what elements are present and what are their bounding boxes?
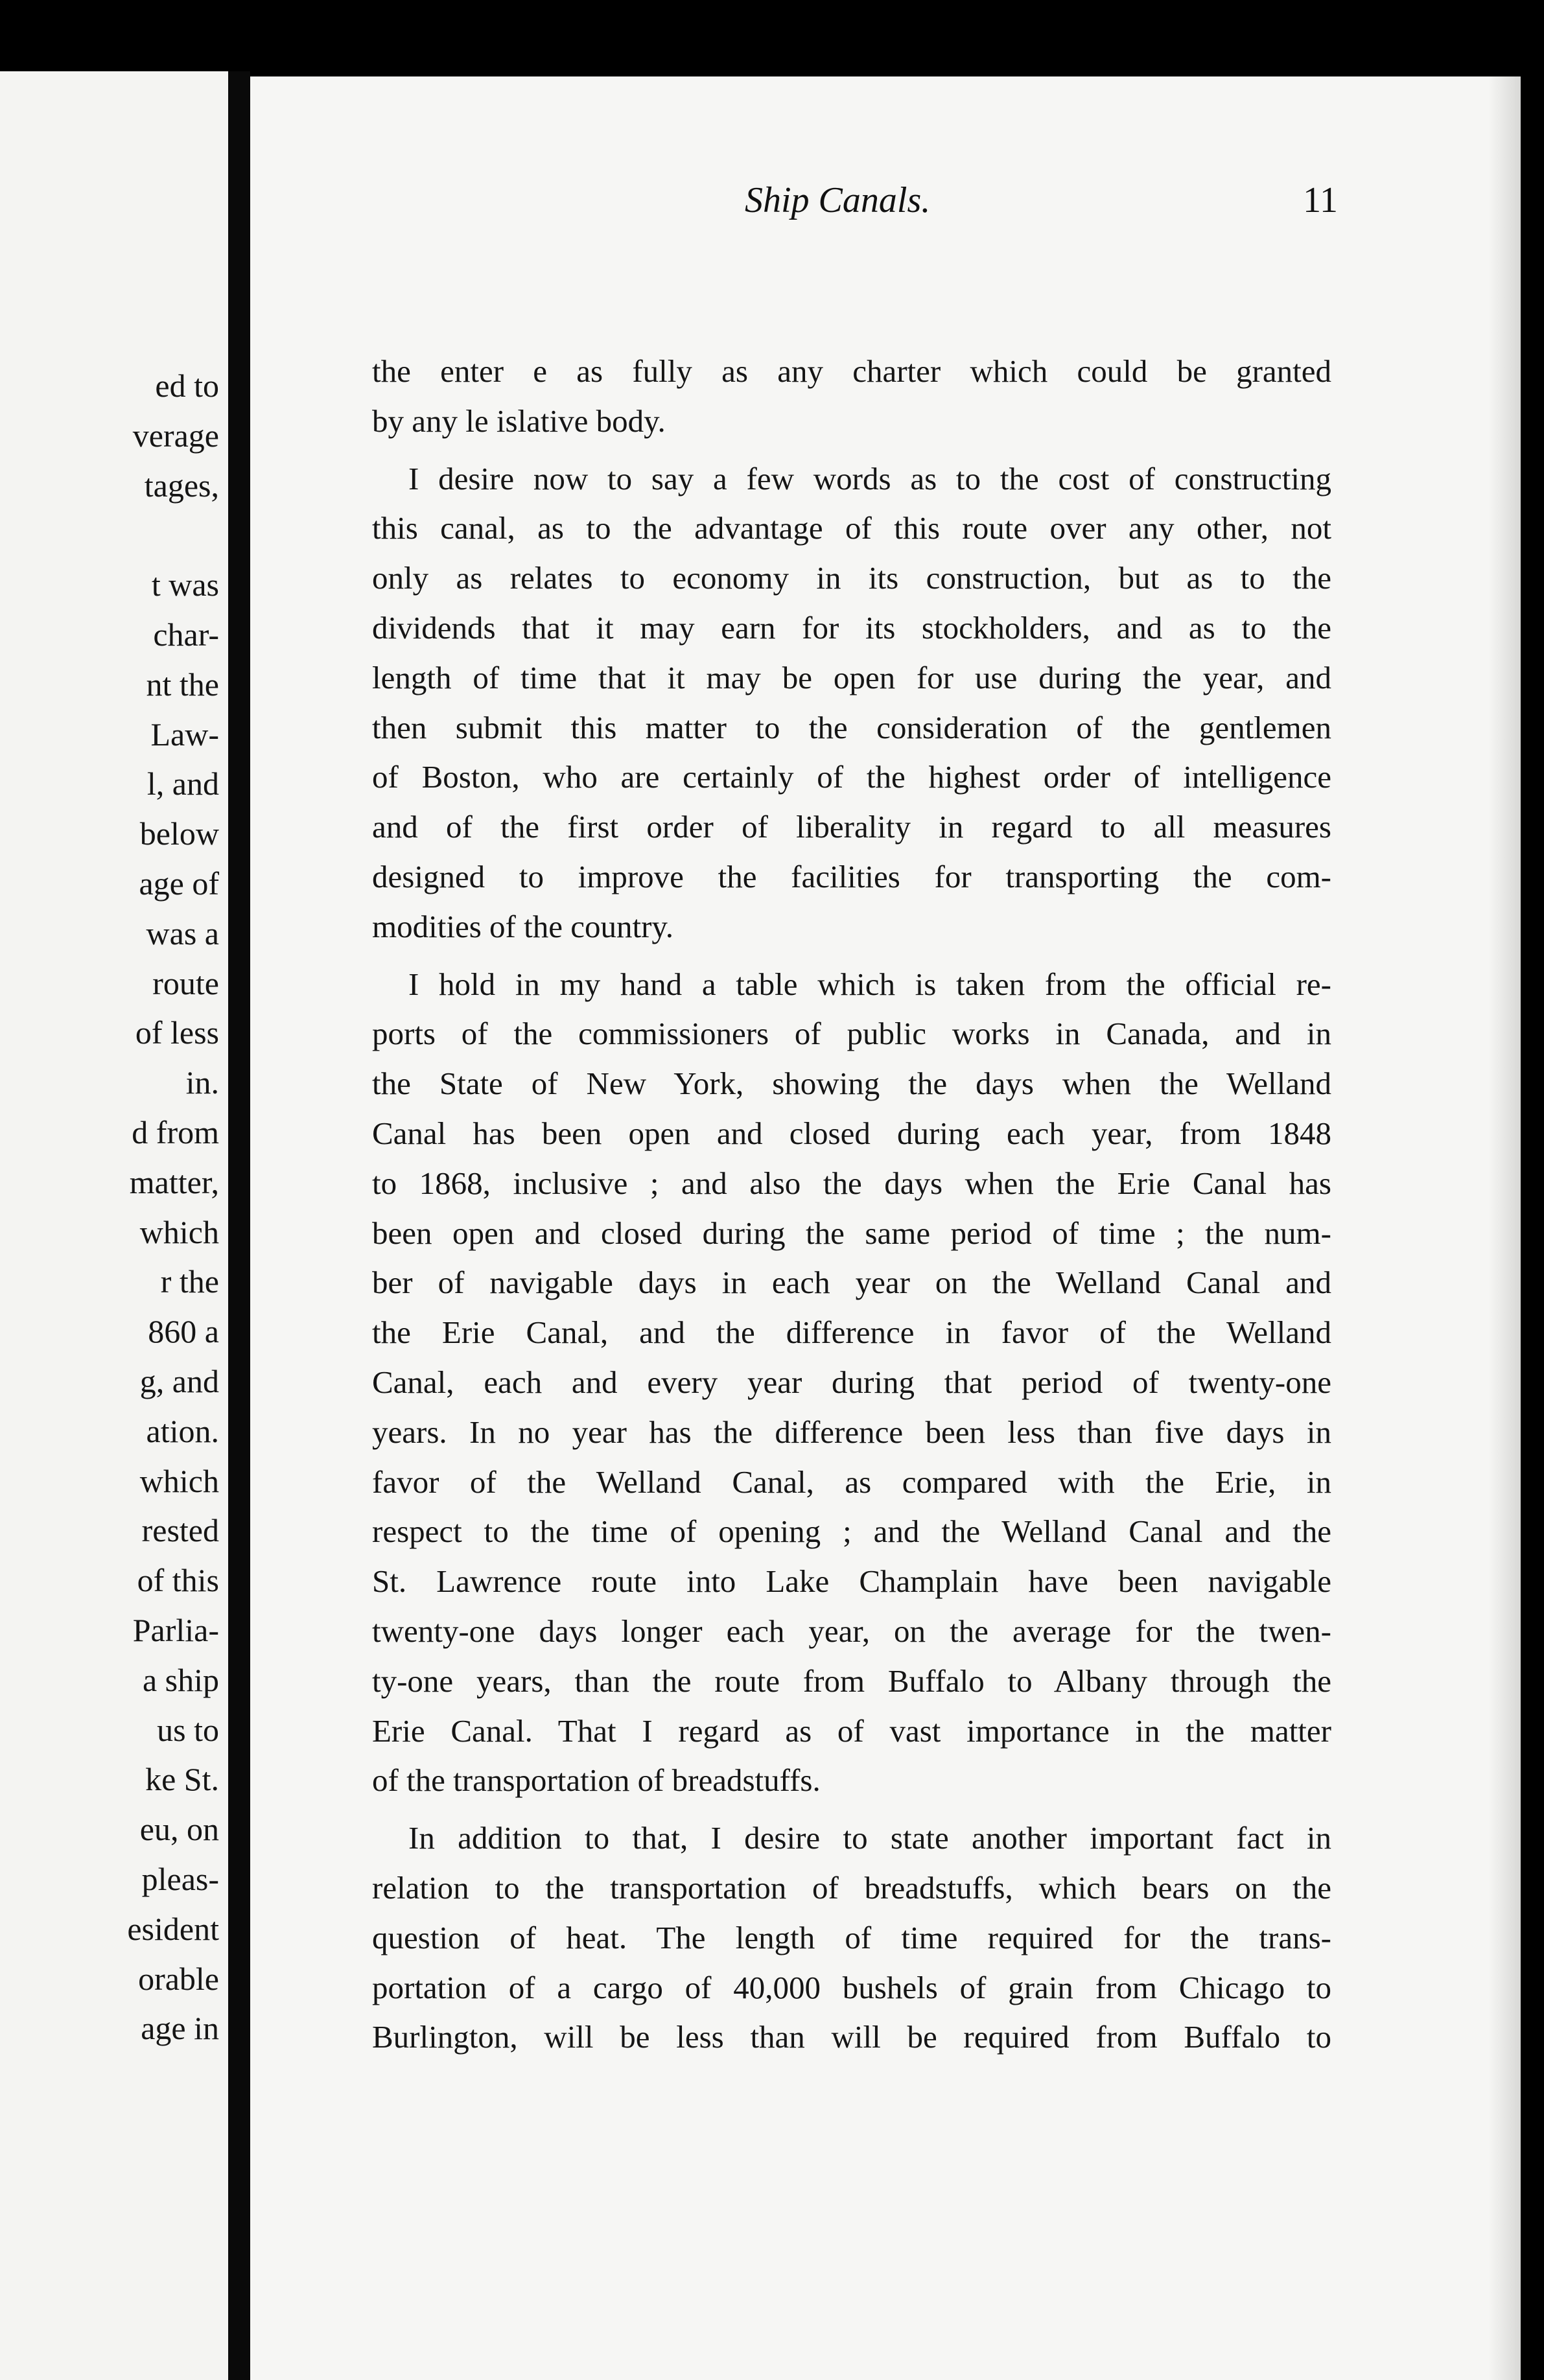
book-gutter [228, 71, 250, 2380]
left-page-fragment: orable [138, 1960, 219, 1997]
text-line: Erie Canal. That I regard as of vast importance in the matter [372, 1712, 1331, 1749]
page-number: 11 [1303, 180, 1338, 220]
left-page-fragment: rested [141, 1512, 219, 1549]
text-line: ports of the commissioners of public works in Canada, and in [372, 1016, 1331, 1052]
text-line: to 1868, inclusive ; and also the days when the Erie Canal has [372, 1165, 1331, 1201]
left-page-fragment: l, and [146, 765, 219, 802]
left-page-fragment: d from [132, 1114, 219, 1150]
text-line: portation of a cargo of 40,000 bushels of grain from Chicago to [372, 1969, 1331, 2005]
text-line: only as relates to economy in its construction, but as to the [372, 560, 1331, 596]
text-line: twenty-one days longer each year, on the average for the twen- [372, 1613, 1331, 1649]
text-line: ty-one years, than the route from Buffalo to Albany through the [372, 1662, 1331, 1699]
left-page-fragment: ed to [155, 368, 219, 404]
text-line: length of time that it may be open for use during the year, and [372, 659, 1331, 695]
text-line: this canal, as to the advantage of this route over any other, not [372, 510, 1331, 546]
left-page-fragment: r the [160, 1263, 219, 1300]
text-line: respect to the time of opening ; and the Welland Canal and the [372, 1513, 1331, 1550]
text-line: Canal, each and every year during that period of twenty-one [372, 1364, 1331, 1400]
left-page-fragment: Parlia- [132, 1612, 219, 1648]
text-line: St. Lawrence route into Lake Champlain have been navigable [372, 1563, 1331, 1600]
text-line: the State of New York, showing the days when the Welland [372, 1066, 1331, 1102]
left-page-fragment: esident [127, 1910, 219, 1947]
body-text [372, 347, 1331, 2062]
text-line: I hold in my hand a table which is taken from the official re- [408, 966, 1331, 1002]
left-page-fragment: which [139, 1213, 219, 1250]
left-page-fragment: route [152, 964, 219, 1001]
text-line: the Erie Canal, and the difference in favor of the Welland [372, 1314, 1331, 1351]
left-page [0, 71, 228, 2380]
text-line: I desire now to say a few words as to the cost of constructing [408, 460, 1331, 496]
left-page-fragment: age of [139, 865, 219, 902]
left-page-fragment: pleas- [141, 1861, 219, 1897]
left-page-fragment: verage [132, 417, 219, 454]
left-page-fragment: in. [185, 1064, 219, 1101]
left-page-fragment: was a [146, 915, 219, 951]
text-line: designed to improve the facilities for transporting the com- [372, 858, 1331, 894]
text-line: favor of the Welland Canal, as compared with the Erie, in [372, 1464, 1331, 1500]
left-page-fragment: age in [141, 2010, 219, 2047]
left-page-fragment: g, and [139, 1363, 219, 1399]
text-line: years. In no year has the difference been less than five days in [372, 1414, 1331, 1450]
left-page-fragment: eu, on [139, 1811, 219, 1848]
left-page-fragment: ke St. [145, 1761, 219, 1798]
text-line: then submit this matter to the consideration of the gentlemen [372, 709, 1331, 745]
left-page-fragment: Law- [150, 716, 219, 752]
left-page-fragment: nt the [146, 666, 219, 703]
text-line: Burlington, will be less than will be required from Buffalo to [372, 2019, 1331, 2055]
left-page-fragment: of less [135, 1014, 219, 1051]
left-page-fragment: 860 a [148, 1313, 219, 1350]
paragraph-gap [372, 952, 1331, 960]
page-header [502, 180, 1338, 238]
left-page-fragment: ation. [146, 1412, 219, 1449]
text-line: question of heat. The length of time required for the trans- [372, 1919, 1331, 1955]
left-page-fragment: t was [151, 566, 219, 603]
left-page-fragment: matter, [129, 1163, 219, 1200]
text-line: relation to the transportation of breadstuffs, which bears on the [372, 1869, 1331, 1906]
left-page-fragment: below [139, 815, 219, 852]
text-line: of the transportation of breadstuffs. [372, 1762, 821, 1799]
running-title: Ship Canals. [745, 180, 931, 220]
text-line: the enter e as fully as any charter which could be granted [372, 353, 1331, 389]
text-line: In addition to that, I desire to state another important fact in [408, 1820, 1331, 1856]
left-page-fragment: of this [137, 1562, 219, 1599]
text-line: been open and closed during the same period of time ; the num- [372, 1215, 1331, 1251]
left-page-fragment: us to [157, 1711, 219, 1748]
paragraph-gap [372, 1806, 1331, 1814]
text-line: modities of the country. [372, 908, 673, 944]
text-line: dividends that it may earn for its stockholders, and as to the [372, 609, 1331, 646]
text-line: by any le islative body. [372, 402, 666, 439]
left-page-fragment: tages, [144, 467, 219, 504]
text-line: ber of navigable days in each year on the Welland Canal and [372, 1265, 1331, 1301]
text-line: and of the first order of liberality in regard to all measures [372, 809, 1331, 845]
left-page-fragment: which [139, 1462, 219, 1499]
text-line: of Boston, who are certainly of the highest order of intelligence [372, 759, 1331, 795]
paragraph-gap [372, 447, 1331, 454]
left-page-fragment: char- [153, 616, 219, 653]
scan-border [1521, 76, 1544, 2380]
left-page-fragment: a ship [142, 1661, 219, 1698]
text-line: Canal has been open and closed during each year, from 1848 [372, 1115, 1331, 1151]
